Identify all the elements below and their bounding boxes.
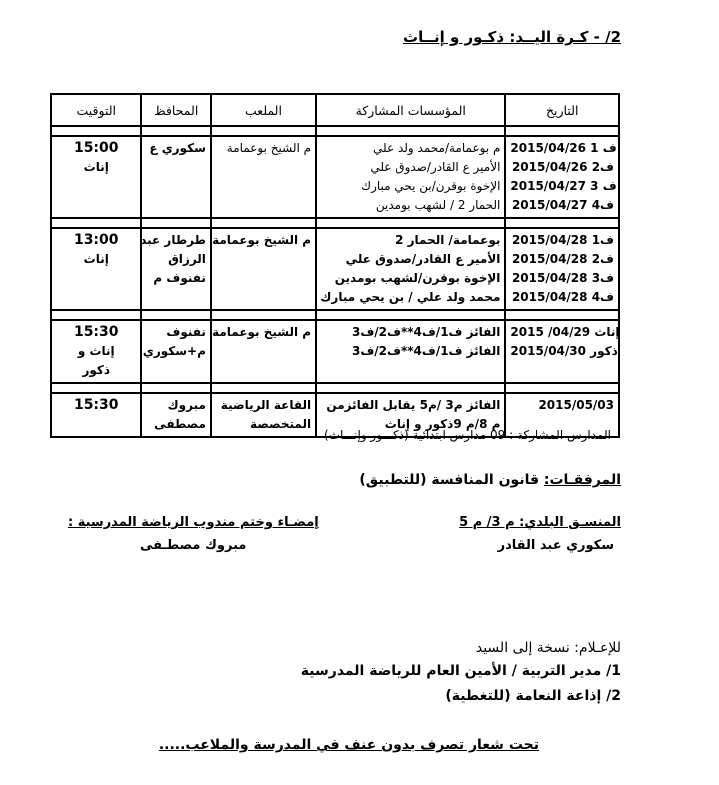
spacer-cell [51, 126, 141, 136]
signature-label: إمضـاء وختم مندوب الرياضة المدرسية : [68, 515, 319, 530]
cell-institutions-line: الأمير ع القادر/صدوق علي [370, 160, 501, 174]
cell-time [51, 320, 141, 383]
cell-institutions-line: م 8/م 9ذكور و إناث [384, 417, 501, 431]
schools-note: المدارس المشاركة : 09 مدارس ابتدائية (ذكـــور وإنـــاث) [323, 428, 611, 442]
attachments [359, 472, 621, 488]
cell-governor-line: سكوري ع [149, 141, 206, 155]
spacer-cell [316, 383, 505, 393]
cell-governor-line: نفنوف م [153, 271, 206, 285]
cell-institutions [316, 136, 505, 218]
cell-institutions [316, 320, 505, 383]
cell-field-line: القاعة الرياضية [220, 398, 312, 412]
cell-time [51, 393, 141, 437]
table-row [51, 136, 619, 218]
row-spacer [51, 383, 619, 393]
coordinator-label: المنسـق البلدي: م 3/ م 5 [459, 515, 621, 530]
cell-date-line: 2015/04/28 ف2 [511, 252, 614, 266]
cell-date-line: 2015/04/28 ف4 [511, 290, 614, 304]
cell-governor-line: طرطار عبد [140, 233, 206, 247]
cell-institutions [316, 228, 505, 310]
cell-time-line: إناث و [77, 344, 115, 358]
row-spacer [51, 126, 619, 136]
cell-field-line: المتخصصة [249, 417, 312, 431]
cell-date [505, 136, 619, 218]
cell-governor [141, 136, 210, 218]
spacer-cell [141, 126, 210, 136]
table-row [51, 320, 619, 383]
spacer-cell [211, 218, 316, 228]
spacer-cell [211, 126, 316, 136]
cell-institutions-line: الإخوة بوقرن/بن يحي مبارك [361, 179, 501, 193]
row-spacer [51, 218, 619, 228]
cell-time [51, 136, 141, 218]
signature-name: مبروك مصطـفى [140, 538, 247, 553]
spacer-cell [141, 383, 210, 393]
cell-field [211, 228, 316, 310]
cell-institutions-line: م بوعمامة/محمد ولد علي [373, 141, 501, 155]
cell-date-line: 2015/04/26 ف 1 [510, 141, 617, 155]
cell-institutions-line: الفائز م3 /م5 يقابل الفائزمن [326, 398, 501, 412]
cell-governor-line: نفنوف [166, 325, 206, 339]
coordinator-name: سكوري عبد القادر [497, 538, 614, 553]
cell-time-line: 15:30 [73, 397, 119, 413]
cell-institutions-line: محمد ولد علي / بن يحي مبارك [320, 290, 501, 304]
slogan: تحت شعار تصرف بدون عنف في المدرسة والملاعب..... [158, 737, 539, 753]
cell-time-line: ذكور [82, 363, 111, 377]
spacer-cell [505, 126, 619, 136]
cell-date-line: 2015/04/27 ف4 [511, 198, 614, 212]
cell-field-line: م الشيخ بوعمامة [212, 325, 312, 339]
cell-governor-line: مبروك [167, 398, 206, 412]
cell-governor [141, 228, 210, 310]
header-time: التوقيت [51, 94, 141, 126]
spacer-cell [141, 310, 210, 320]
cell-time [51, 228, 141, 310]
cell-time-line: إناث [83, 160, 109, 174]
spacer-cell [505, 310, 619, 320]
inform-item: 1/ مدير التربية / الأمين العام للرياضة المدرسية [300, 663, 621, 679]
cell-field [211, 393, 316, 437]
cell-institutions-line: الإخوة بوقرن/لشهب بومدين [334, 271, 501, 285]
cell-date-line: 2015/04/26 ف2 [511, 160, 614, 174]
header-field: الملعب [211, 94, 316, 126]
cell-date-line: 2015/04/28 ف1 [511, 233, 614, 247]
table-header-row [51, 94, 619, 126]
cell-time-line: 13:00 [73, 232, 119, 248]
cell-institutions-line: الفائز ف1/ف4**ف2/ف3 [351, 344, 501, 358]
cell-date-line: 2015/05/03 [538, 398, 614, 412]
cell-date [505, 320, 619, 383]
spacer-cell [51, 310, 141, 320]
cell-date-line: 2015/04/30 ذكور [510, 344, 618, 358]
cell-field-line: م الشيخ بوعمامة [212, 233, 312, 247]
spacer-cell [51, 383, 141, 393]
spacer-cell [316, 310, 505, 320]
cell-time-line: 15:00 [73, 140, 119, 156]
spacer-cell [211, 383, 316, 393]
cell-governor-line: الرزاق [168, 252, 206, 266]
attachments-text: قانون المنافسة (للتطبيق) [359, 472, 544, 488]
cell-governor-line: م+سكوري [142, 344, 206, 358]
spacer-cell [141, 218, 210, 228]
cell-governor [141, 320, 210, 383]
cell-field [211, 320, 316, 383]
cell-field-line: م الشيخ بوعمامة [226, 141, 312, 155]
spacer-cell [211, 310, 316, 320]
cell-date-line: 2015/04/28 ف3 [511, 271, 614, 285]
cell-date-line: 2015 /04/29 إناث [510, 325, 620, 339]
cell-institutions-line: بوعمامة/ الحمار 2 [395, 233, 501, 247]
spacer-cell [316, 218, 505, 228]
header-governor: المحافظ [141, 94, 210, 126]
spacer-cell [505, 218, 619, 228]
cell-time-line: إناث [83, 252, 109, 266]
cell-governor-line: مصطفى [154, 417, 206, 431]
spacer-cell [51, 218, 141, 228]
cell-institutions-line: الحمار 2 / لشهب بومدين [375, 198, 501, 212]
cell-time-line: 15:30 [73, 324, 119, 340]
row-spacer [51, 310, 619, 320]
schedule-table [50, 93, 620, 438]
page-title: 2/ - كـرة اليــد: ذكـور و إنــاث [403, 28, 621, 46]
attachments-label: المرفقـات: [543, 472, 621, 488]
spacer-cell [316, 126, 505, 136]
header-date: التاريخ [505, 94, 619, 126]
cell-date [505, 228, 619, 310]
schedule-body [51, 126, 619, 437]
cell-institutions-line: الفائز ف1/ف4**ف2/ف3 [351, 325, 501, 339]
cell-institutions-line: الأمير ع القادر/صدوق علي [345, 252, 501, 266]
spacer-cell [505, 383, 619, 393]
cell-field [211, 136, 316, 218]
inform-heading: للإعـلام: نسخة إلى السيد [475, 640, 621, 656]
inform-item: 2/ إذاعة النعامة (للتغطية) [445, 688, 621, 704]
cell-date-line: 2015/04/27 ف 3 [510, 179, 617, 193]
cell-governor [141, 393, 210, 437]
table-row [51, 228, 619, 310]
header-institutions: المؤسسات المشاركة [316, 94, 505, 126]
